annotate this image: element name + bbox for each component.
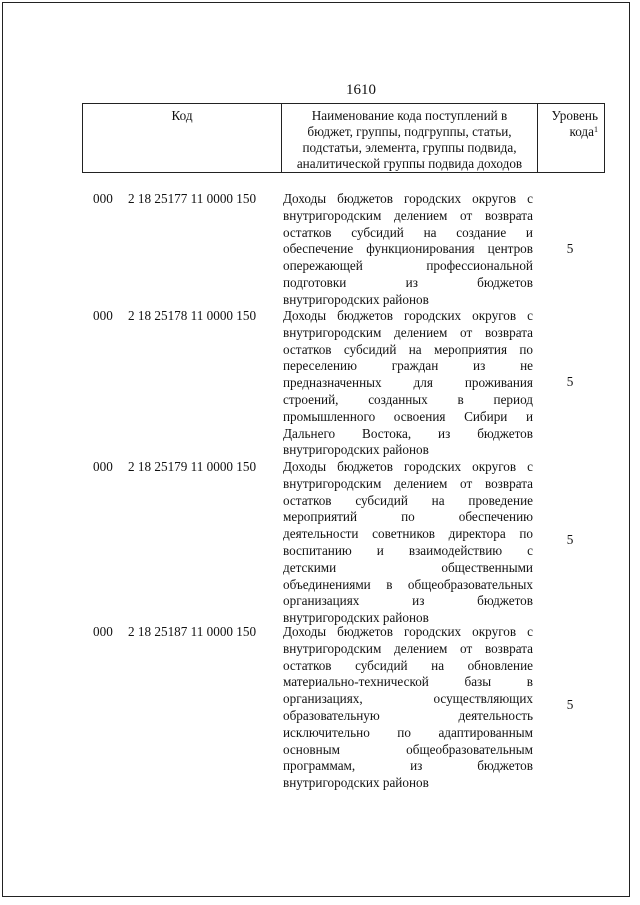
description-line: внутригородским делением от возврата: [283, 207, 533, 223]
description-line: опережающей профессиональной: [283, 258, 533, 274]
header-code: Код: [82, 103, 282, 173]
admin-code: 000: [93, 191, 113, 206]
description-line: внутригородских районов: [283, 442, 429, 458]
revenue-code: 2 18 25177 11 0000 150: [128, 191, 257, 206]
description-line: Доходы бюджетов городских округов с: [283, 624, 533, 639]
revenue-description: [283, 191, 533, 309]
description-line: остатков субсидий на обновление: [283, 657, 533, 673]
description-line: исключительно по адаптированным: [283, 724, 533, 740]
level-value: 5: [566, 697, 574, 712]
level-value: 5: [566, 374, 574, 389]
description-line: образовательную деятельность: [283, 707, 533, 723]
description-line: программам, из бюджетов: [283, 758, 533, 774]
header-name-line: бюджет, группы, подгруппы, статьи,: [307, 124, 512, 139]
header-level-line1: Уровень: [551, 108, 598, 123]
revenue-description: [283, 459, 533, 627]
admin-code: 000: [93, 624, 113, 639]
description-line: детскими общественными: [283, 559, 533, 575]
description-line: внутригородских районов: [283, 291, 429, 307]
description-line: внутригородским делением от возврата: [283, 324, 533, 340]
description-line: внутригородским делением от возврата: [283, 475, 533, 491]
description-line: воспитанию и взаимодействию с: [283, 542, 533, 558]
description-line: внутригородских районов: [283, 610, 429, 626]
description-line: Доходы бюджетов городских округов с: [283, 308, 533, 323]
header-level-line2: кода$^1$: [569, 124, 598, 139]
revenue-code: 2 18 25187 11 0000 150: [128, 624, 257, 639]
page-number: 1610: [346, 82, 376, 98]
description-line: организациях из бюджетов: [283, 593, 533, 609]
header-level: [537, 103, 605, 173]
description-line: мероприятий по обеспечению: [283, 509, 533, 525]
revenue-code: 2 18 25179 11 0000 150: [128, 459, 257, 474]
description-line: внутригородских районов: [283, 775, 429, 791]
description-line: объединениями в общеобразовательных: [283, 576, 533, 592]
description-line: деятельности советников директора по: [283, 526, 533, 542]
description-line: строений, созданных в период: [283, 391, 533, 407]
description-line: организациях, осуществляющих: [283, 691, 533, 707]
description-line: переселению граждан из не: [283, 358, 533, 374]
admin-code: 000: [93, 459, 113, 474]
description-line: материально-технической базы в: [283, 674, 533, 690]
description-line: основным общеобразовательным: [283, 741, 533, 757]
header-name-line: подстатьи, элемента, группы подвида,: [302, 140, 517, 155]
description-line: Доходы бюджетов городских округов с: [283, 191, 533, 206]
header-name: [282, 103, 537, 173]
admin-code: 000: [93, 308, 113, 323]
description-line: промышленного освоения Сибири и: [283, 408, 533, 424]
revenue-description: [283, 308, 533, 459]
description-line: остатков субсидий на мероприятия по: [283, 341, 533, 357]
description-line: остатков субсидий на создание и: [283, 224, 533, 240]
description-line: предназначенных для проживания: [283, 375, 533, 391]
footnote-marker: 1: [594, 125, 598, 134]
description-line: Доходы бюджетов городских округов с: [283, 459, 533, 474]
description-line: подготовки из бюджетов: [283, 274, 533, 290]
description-line: внутригородским делением от возврата: [283, 640, 533, 656]
revenue-code: 2 18 25178 11 0000 150: [128, 308, 257, 323]
level-value: 5: [566, 532, 574, 547]
header-name-line: аналитической группы подвида доходов: [296, 156, 523, 171]
description-line: остатков субсидий на проведение: [283, 492, 533, 508]
revenue-description: [283, 624, 533, 792]
header-name-line: Наименование кода поступлений в: [311, 108, 508, 123]
description-line: обеспечение функционирования центров: [283, 241, 533, 257]
level-value: 5: [566, 241, 574, 256]
description-line: Дальнего Востока, из бюджетов: [283, 425, 533, 441]
